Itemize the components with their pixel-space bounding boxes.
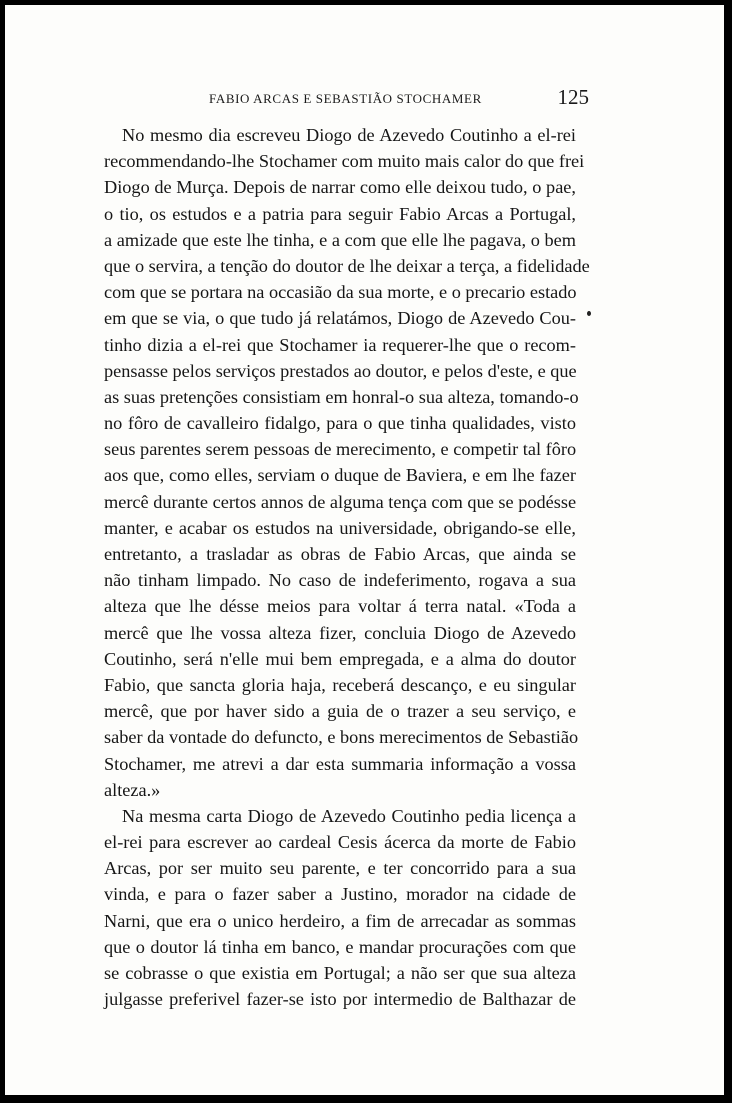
text-line: alteza.» — [104, 779, 161, 800]
text-line: No mesmo dia escreveu Diogo de Azevedo Coutinho a el-rei — [122, 125, 576, 145]
text-line: as suas pretenções consistiam em honral-o sua alteza, tomando-o — [104, 386, 579, 407]
text-line: recommendando-lhe Stochamer com muito mais calor do que frei — [104, 151, 585, 172]
text-line: mercê, que por haver sido a guia de o trazer a seu serviço, e — [104, 701, 576, 722]
text-line: el-rei para escrever ao cardeal Cesis ácerca da morte de Fabio — [104, 832, 576, 853]
body-text — [104, 122, 590, 1012]
text-line: o tio, os estudos e a patria para seguir Fabio Arcas a Portugal, — [104, 203, 576, 224]
text-line: Arcas, por ser muito seu parente, e ter concorrido para a sua — [104, 858, 576, 879]
text-line: saber da vontade do defuncto, e bons merecimentos de Sebastião — [104, 727, 579, 748]
text-line: julgasse preferivel fazer-se isto por intermedio de Balthazar de — [104, 989, 576, 1010]
text-line: mercê durante certos annos de alguma tença com que se podésse — [104, 491, 577, 512]
text-line: com que se portara na occasião da sua morte, e o precario estado — [104, 282, 577, 303]
text-line: em que se via, o que tudo já relatámos, Diogo de Azevedo Cou- — [104, 308, 576, 329]
text-line: que o servira, a tenção do doutor de lhe deixar a terça, a fidelidade — [104, 255, 590, 276]
text-line: mercê que lhe vossa alteza fizer, concluia Diogo de Azevedo — [104, 622, 576, 643]
text-line: Coutinho, será n'elle mui bem empregada, e a alma do doutor — [104, 648, 576, 669]
paragraph — [104, 803, 576, 1013]
text-line: não tinham limpado. No caso de indeferimento, rogava a sua — [104, 570, 576, 591]
text-line: que o doutor lá tinha em banco, e mandar procurações com que — [104, 936, 576, 957]
ink-speck — [587, 311, 591, 316]
text-line: entretanto, a trasladar as obras de Fabio Arcas, que ainda se — [104, 544, 576, 564]
text-line: manter, e acabar os estudos na universidade, obrigando-se elle, — [104, 517, 576, 538]
text-line: tinho dizia a el-rei que Stochamer ia requerer-lhe que o recom- — [104, 334, 576, 355]
text-line: a amizade que este lhe tinha, e a com que elle lhe pagava, o bem — [104, 229, 576, 250]
text-line: Stochamer, me atrevi a dar esta summaria informação a vossa — [104, 753, 576, 774]
text-line: Na mesma carta Diogo de Azevedo Coutinho pedia licença a — [122, 805, 576, 826]
paragraph — [104, 122, 590, 803]
text-line: vinda, e para o fazer saber a Justino, morador na cidade de — [104, 884, 576, 905]
page-header — [109, 87, 589, 111]
text-line: aos que, como elles, serviam o duque de Baviera, e em lhe fazer — [104, 465, 576, 486]
text-line: Diogo de Murça. Depois de narrar como elle deixou tudo, o pae, — [104, 177, 576, 198]
text-line: Fabio, que sancta gloria haja, receberá descanço, e eu singular — [104, 674, 576, 695]
running-title: FABIO ARCAS E SEBASTIÃO STOCHAMER — [209, 91, 482, 106]
text-line: se cobrasse o que existia em Portugal; a não ser que sua alteza — [104, 963, 576, 983]
page-number: 125 — [557, 85, 589, 109]
text-line: alteza que lhe désse meios para voltar á terra natal. «Toda a — [104, 596, 576, 617]
text-line: pensasse pelos serviços prestados ao doutor, e pelos d'este, e que — [104, 360, 577, 381]
text-line: Narni, que era o unico herdeiro, a fim de arrecadar as sommas — [104, 910, 576, 931]
book-page — [5, 5, 724, 1095]
text-line: seus parentes serem pessoas de merecimento, e competir tal fôro — [104, 439, 577, 460]
text-line: no fôro de cavalleiro fidalgo, para o que tinha qualidades, visto — [104, 413, 576, 434]
